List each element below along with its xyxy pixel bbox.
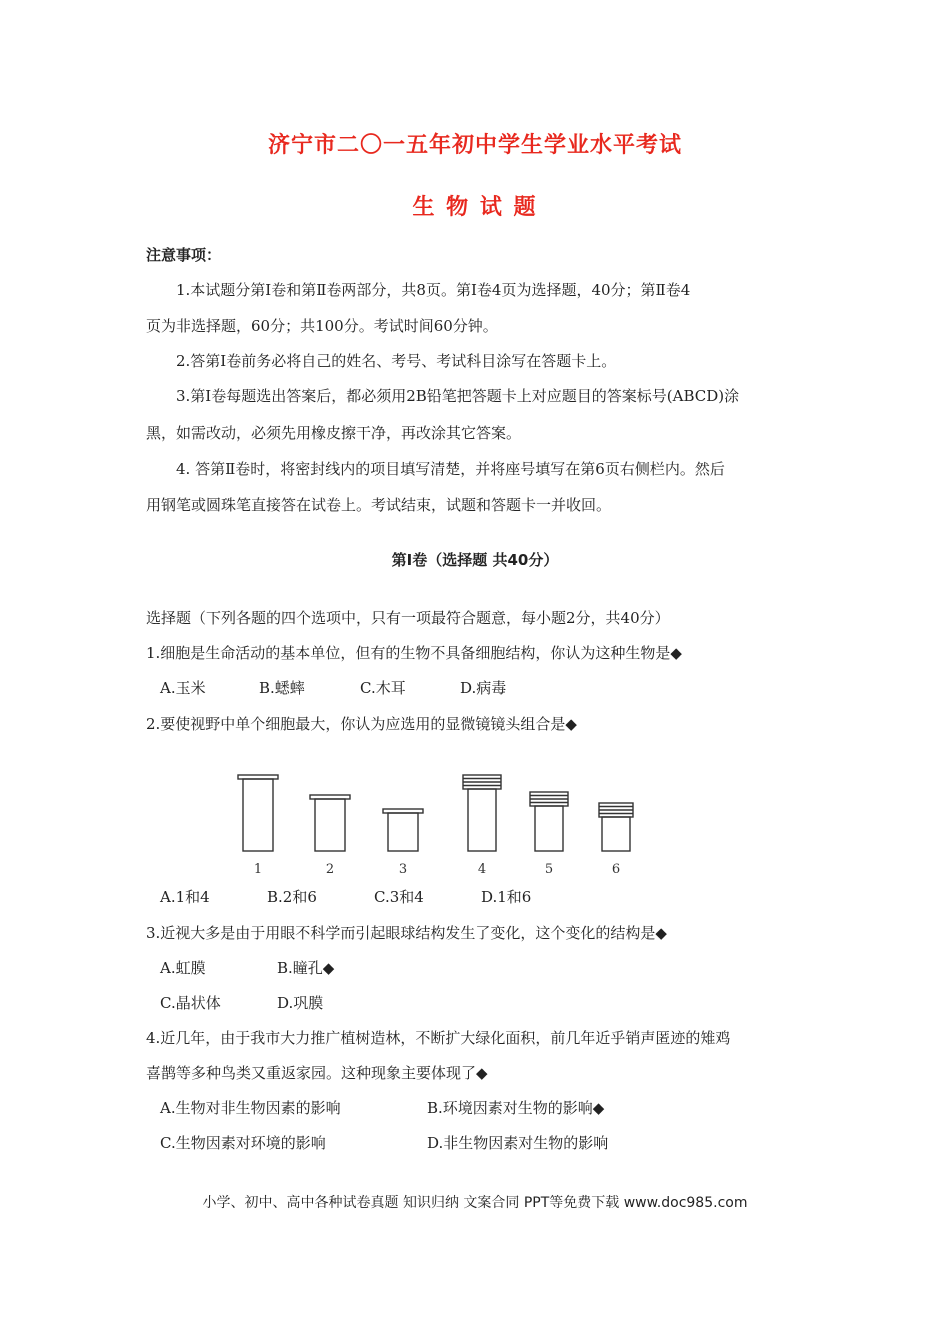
notice-item-4-line-1: 4. 答第Ⅱ卷时，将密封线内的项目填写清楚，并将座号填写在第6页右侧栏内。然后 [176, 460, 725, 478]
question-4-option-d: D.非生物因素对生物的影响 [427, 1134, 609, 1152]
question-4-option-c: C.生物因素对环境的影响 [160, 1134, 326, 1152]
page-footer: 小学、初中、高中各种试卷真题 知识归纳 文案合同 PPT等免费下载 www.doc985.com [202, 1195, 748, 1211]
lens-5 [530, 792, 568, 851]
section-instruction: 选择题（下列各题的四个选项中，只有一项最符合题意，每小题2分，共40分） [146, 609, 670, 627]
question-2-option-b: B.2和6 [267, 888, 317, 906]
lens-3 [383, 809, 423, 851]
question-1-stem: 1.细胞是生命活动的基本单位，但有的生物不具备细胞结构，你认为这种生物是◆ [146, 644, 682, 662]
question-3-stem: 3.近视大多是由于用眼不科学而引起眼球结构发生了变化，这个变化的结构是◆ [146, 924, 667, 942]
lens-label-3: 3 [398, 862, 408, 877]
notice-item-4-line-2: 用钢笔或圆珠笔直接答在试卷上。考试结束，试题和答题卡一并收回。 [146, 496, 612, 514]
lens-1 [238, 775, 278, 851]
question-3-option-d: D.巩膜 [277, 994, 324, 1012]
question-2-option-d: D.1和6 [481, 888, 532, 906]
notice-item-3-line-1: 3.第Ⅰ卷每题选出答案后，都必须用2B铅笔把答题卡上对应题目的答案标号(ABCD)涂 [176, 387, 740, 405]
question-1-option-c: C.木耳 [360, 679, 406, 697]
lens-label-5: 5 [544, 862, 554, 877]
question-4-stem-line-1: 4.近几年，由于我市大力推广植树造林，不断扩大绿化面积，前几年近乎销声匿迹的雉鸡 [146, 1029, 731, 1047]
notice-item-1-line-1: 1.本试题分第Ⅰ卷和第Ⅱ卷两部分，共8页。第Ⅰ卷4页为选择题，40分；第Ⅱ卷4 [176, 281, 691, 299]
notice-item-2: 2.答第Ⅰ卷前务必将自己的姓名、考号、考试科目涂写在答题卡上。 [176, 352, 617, 370]
question-1-option-d: D.病毒 [460, 679, 507, 697]
question-4-option-a: A.生物对非生物因素的影响 [160, 1099, 341, 1117]
question-1-option-b: B.蟋蟀 [259, 679, 305, 697]
lens-4 [463, 775, 501, 851]
lens-6 [599, 803, 633, 851]
lens-label-1: 1 [253, 862, 263, 877]
microscope-lens-diagram [226, 765, 686, 885]
exam-title: 济宁市二〇一五年初中学生学业水平考试 [267, 133, 682, 158]
question-2-option-a: A.1和4 [160, 888, 210, 906]
exam-subtitle: 生 物 试 题 [412, 195, 538, 220]
question-2-option-c: C.3和4 [374, 888, 424, 906]
lens-2 [310, 795, 350, 851]
lens-label-2: 2 [325, 862, 335, 877]
notice-heading: 注意事项： [146, 246, 222, 264]
question-1-option-a: A.玉米 [160, 679, 206, 697]
question-4-option-b: B.环境因素对生物的影响◆ [427, 1099, 605, 1117]
question-3-option-c: C.晶状体 [160, 994, 221, 1012]
question-3-option-a: A.虹膜 [160, 959, 206, 977]
lens-label-6: 6 [611, 862, 621, 877]
lens-label-4: 4 [477, 862, 487, 877]
section-title: 第Ⅰ卷（选择题 共40分） [391, 551, 559, 569]
question-2-stem: 2.要使视野中单个细胞最大，你认为应选用的显微镜镜头组合是◆ [146, 715, 577, 733]
notice-item-3-line-2: 黑，如需改动，必须先用橡皮擦干净，再改涂其它答案。 [146, 424, 522, 442]
notice-item-1-line-2: 页为非选择题，60分；共100分。考试时间60分钟。 [146, 317, 498, 335]
question-3-option-b: B.瞳孔◆ [277, 959, 335, 977]
question-4-stem-line-2: 喜鹊等多种鸟类又重返家园。这种现象主要体现了◆ [146, 1064, 488, 1082]
